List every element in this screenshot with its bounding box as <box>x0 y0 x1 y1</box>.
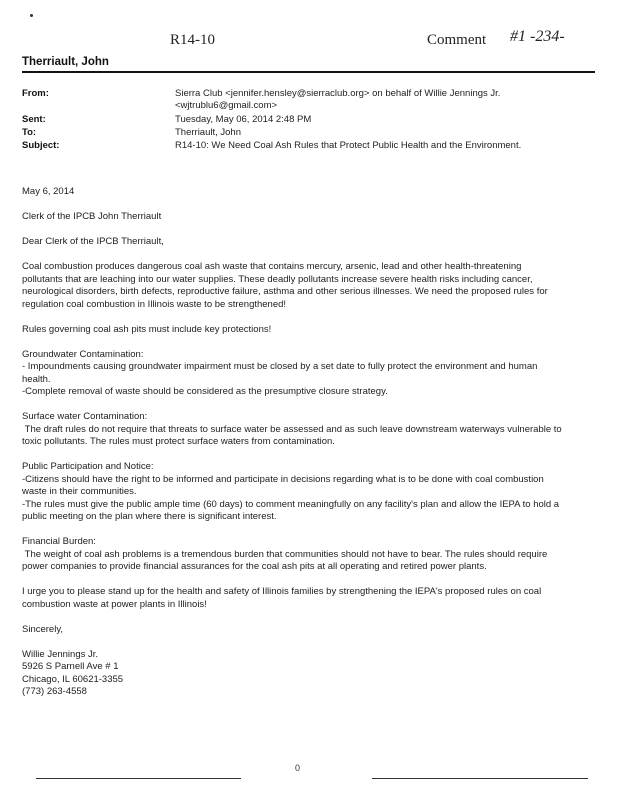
surface-water-heading: Surface water Contamination: <box>22 411 148 422</box>
letter-salutation: Dear Clerk of the IPCB Therriault, <box>22 236 164 247</box>
signature-address-line: 5926 S Parnell Ave # 1 <box>22 661 119 672</box>
groundwater-point: - Impoundments causing groundwater impairment must be closed by a set date to fully protect the environment and human health. <box>22 361 538 385</box>
header-label: Sent: <box>22 114 46 125</box>
comment-stamp: Comment <box>427 32 487 48</box>
letter-body <box>22 186 565 699</box>
public-participation-heading: Public Participation and Notice: <box>22 461 154 472</box>
docket-stamp: R14-10 <box>170 32 215 48</box>
letter-recipient: Clerk of the IPCB John Therriault <box>22 211 162 222</box>
signature-phone: (773) 263-4558 <box>22 686 87 697</box>
groundwater-point: -Complete removal of waste should be considered as the presumptive closure strategy. <box>22 386 388 397</box>
surface-water-point: The draft rules do not require that threats to surface water be assessed and as such leave downstream waterways vulnerable to toxic pollutants. The rules must protect surface waters from contamination. <box>22 423 565 447</box>
intro-paragraph: Coal combustion produces dangerous coal ash waste that contains mercury, arsenic, lead and other health-threatening pollutants that are leaching into our water supplies. These deadly pollutants increase severe health risks including cancer, neurological disorders, birth defects, reproductive failure, asthma and other serious illnesses. We need the proposed rules for regulation coal combustion in Illinois waste to be strengthened! <box>22 261 548 310</box>
scan-speck <box>30 14 33 17</box>
financial-burden-point: The weight of coal ash problems is a tremendous burden that communities should not have to bear. The rules should require power companies to provide financial assurances for the coal ash pits at all operating and retired power plants. <box>22 548 550 572</box>
header-divider <box>22 71 595 73</box>
header-value: Therriault, John <box>175 127 242 138</box>
page-footer-mark: 0 <box>295 763 301 773</box>
letter-date: May 6, 2014 <box>22 186 75 197</box>
footer-rule <box>36 778 241 779</box>
header-value: Tuesday, May 06, 2014 2:48 PM <box>175 114 312 125</box>
footer-rule <box>372 778 588 779</box>
groundwater-heading: Groundwater Contamination: <box>22 348 144 360</box>
closing-plea: I urge you to please stand up for the health and safety of Illinois families by strengthening the IEPA's proposed rules on coal combustion waste at power plants in Illinois! <box>22 586 542 610</box>
signature-name: Willie Jennings Jr. <box>22 648 99 660</box>
comment-number: #1 -234- <box>510 28 565 45</box>
signature-address-line: Chicago, IL 60621-3355 <box>22 673 124 685</box>
header-value: R14-10: We Need Coal Ash Rules that Protect Public Health and the Environment. <box>175 140 522 151</box>
header-label: From: <box>22 88 49 99</box>
header-label: Subject: <box>22 140 60 151</box>
mailbox-owner-name: Therriault, John <box>22 56 109 68</box>
public-participation-point: -The rules must give the public ample time (60 days) to comment meaningfully on any facility's plan and allow the IEPA to hold a public meeting on the plan where there is significant interest. <box>22 498 560 522</box>
financial-burden-heading: Financial Burden: <box>22 536 96 547</box>
header-label: To: <box>22 127 37 138</box>
public-participation-point: -Citizens should have the right to be informed and participate in decisions regarding what is to be done with coal combustion waste in their communities. <box>22 473 544 497</box>
rules-intro: Rules governing coal ash pits must include key protections! <box>22 323 272 335</box>
letter-signoff: Sincerely, <box>22 623 64 635</box>
header-value: Sierra Club <jennifer.hensley@sierraclub.org> on behalf of Willie Jennings Jr. <wjtrublu6@gmail.com> <box>175 88 501 111</box>
